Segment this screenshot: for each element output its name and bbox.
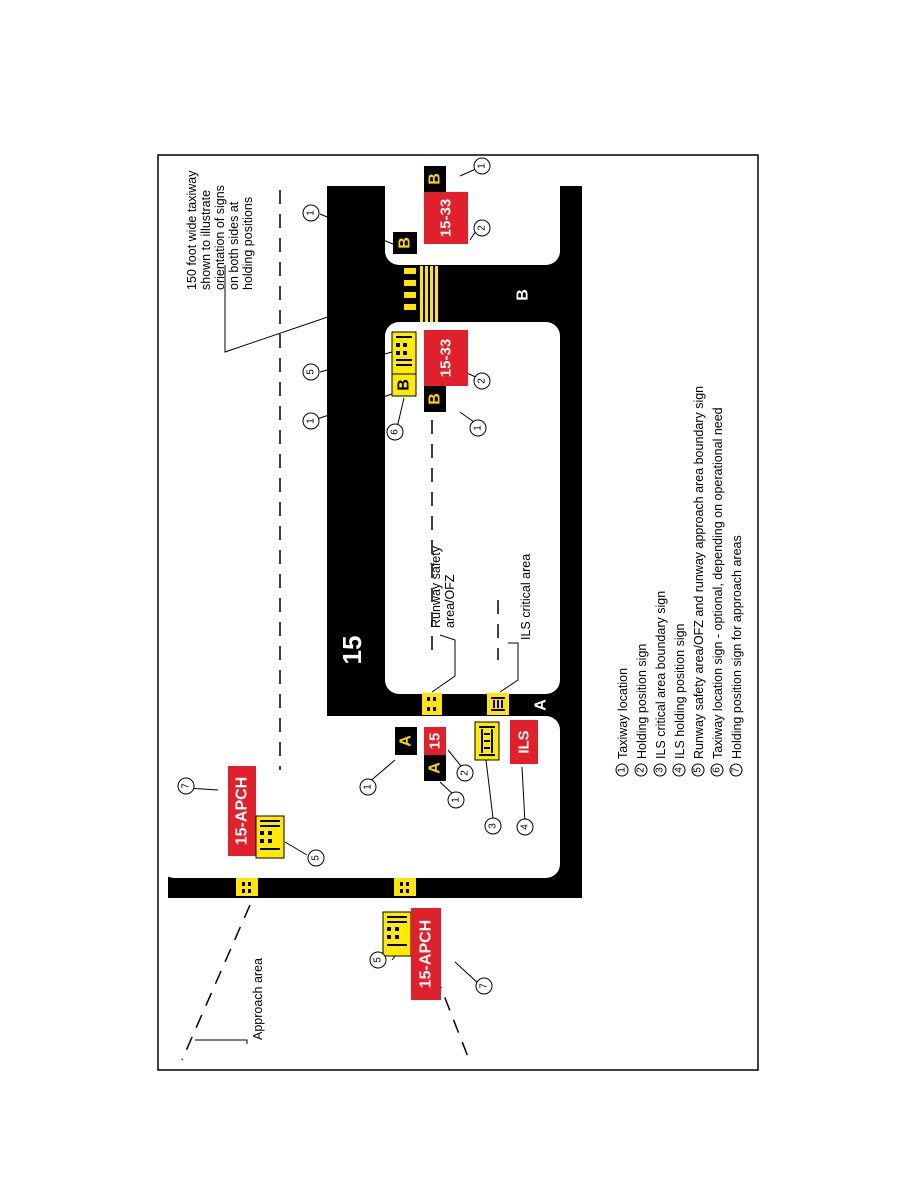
callout-1-a-number: 1 [362,784,374,790]
sign-ils-boundary-bar [479,726,495,728]
callout-6-mid [387,424,403,440]
callout-1-mid [303,413,319,429]
legend-item-6-num: 6 [711,767,723,773]
hold-mark-a-ils-tick [497,700,499,708]
hold-dash-b-4 [404,304,416,310]
sign-apch-boundary-left-dot [395,935,399,939]
approach-area-label: Approach area [251,957,265,1040]
callout-1-top-right-number: 1 [476,163,488,169]
approach-mark-dot [248,882,251,886]
hold-bar-b-2 [425,266,428,322]
approach-line-1 [182,905,250,1060]
sign-rsa-boundary-mid-dot [396,343,400,347]
hold-mark-a-rsa-dot [433,707,436,711]
hold-mark-a-rsa-dot [427,697,430,701]
legend-item-6 [711,407,725,776]
callout-5-bottom-number: 5 [310,855,322,861]
legend-item-7-text: Holding position sign for approach areas [730,535,744,759]
callout-1-a-b-number: 1 [450,797,462,803]
legend-item-3-num: 3 [654,767,666,773]
approach-mark-dot [400,889,403,893]
legend-item-5 [692,386,706,776]
taxiway-note-line-1: 150 foot wide taxiway [185,170,199,290]
approach-mark-dot [406,889,409,893]
callout-3 [485,818,501,834]
callout-5-mid-number: 5 [305,369,317,375]
ils-area-label: ILS critical area [519,553,533,640]
sign-apch-boundary-left-bar [387,916,407,918]
hold-bar-b-3 [430,266,433,322]
island-bottom-fill [160,700,327,730]
sign-apch-top-text: 15-APCH [233,776,251,846]
legend-item-2 [635,644,649,776]
callout-6-mid-number: 6 [389,429,401,435]
legend-item-2-num: 2 [635,767,647,773]
legend-item-4-num: 4 [673,767,685,773]
sign-ils-boundary-rung [484,747,490,749]
approach-mark-2 [394,878,416,896]
legend-item-4-text: ILS holding position sign [673,623,687,759]
taxiway-note-line-3: orientation of signs [213,185,227,290]
leader-approach [195,1040,247,1044]
hold-mark-a-ils-bar [491,697,505,699]
callout-7-top [178,778,194,794]
hold-mark-a-ils-tick [501,700,503,708]
sign-apch-boundary-top-dot [268,831,272,835]
sign-1533-top-text: 15-33 [437,198,455,238]
callout-1-top [303,205,319,221]
callout-2-mid [474,373,490,389]
sign-apch-boundary-top-bar [260,848,280,850]
callout-7-top-number: 7 [180,783,192,789]
sign-ils-boundary-rail [481,729,483,753]
legend-item-5-num: 5 [692,767,704,773]
taxiway-note-line-4: on both sides at [227,201,241,290]
sign-rsa-boundary-mid-dot [403,343,407,347]
callout-1-mid-b [470,420,486,436]
legend-item-1-num: 1 [616,767,628,773]
hold-mark-a-rsa [422,693,442,715]
callout-4-number: 4 [519,824,531,830]
hold-mark-a-ils-bar [491,709,505,711]
callout-5-left-number: 5 [372,957,384,963]
sign-apch-boundary-left-dot [387,927,391,931]
sign-b-taxiway-top-text: B [426,173,444,185]
callout-5-left [370,952,386,968]
sign-a-taxiway-side-text: A [397,735,415,747]
legend-item-3-text: ILS critical area boundary sign [654,590,668,759]
callout-2-a [457,765,473,781]
sign-apch-boundary-left-bar [387,921,407,923]
sign-ils-boundary-rung [484,740,490,742]
sign-ils-boundary-bar [479,754,495,756]
callout-7-left [476,978,492,994]
sign-apch-boundary-top-bar [260,820,280,822]
sign-15-red-text: 15 [426,732,444,750]
legend-item-7-num: 7 [730,767,742,773]
island-bottom [160,716,560,878]
taxiway-note-line-5: holding positions [241,196,255,290]
callout-2-a-number: 2 [459,770,471,776]
callout-1-mid-b-number: 1 [472,425,484,431]
hold-dash-b-2 [404,280,416,286]
hold-mark-a-ils-tick [493,700,495,708]
approach-line-2 [436,975,470,1062]
legend-item-5-text: Runway safety area/OFZ and runway approach area boundary sign [692,385,706,759]
legend-item-6-text: Taxiway location sign - optional, depending on operational need [711,407,725,759]
runway-number-label: 15 [337,635,367,665]
sign-a-taxiway-text: A [426,762,444,774]
rsa-label-line-2: area/OFZ [443,574,457,628]
callout-4 [517,819,533,835]
callout-2-mid-number: 2 [476,378,488,384]
hold-dash-b-3 [404,292,416,298]
sign-apch-boundary-top-dot [260,831,264,835]
sign-apch-boundary-left-bar [387,944,407,946]
sign-rsa-boundary-mid-dot [396,351,400,355]
legend-item-7 [730,535,744,776]
callout-2-top-number: 2 [476,225,488,231]
sign-apch-boundary-left-dot [395,927,399,931]
sign-rsa-boundary-mid-dot [403,351,407,355]
sign-apch-boundary-left [383,912,411,956]
legend-item-2-text: Holding position sign [635,643,649,759]
sign-rsa-boundary-mid-bar [396,359,412,361]
sign-b-taxiway-mid-text: B [426,393,444,405]
callout-5-mid [303,364,319,380]
leader-7-left [455,962,480,985]
legend-item-1 [616,668,630,776]
rsa-label-line-1: Runway safety [429,546,443,628]
callout-7-left-number: 7 [478,983,490,989]
legend [616,386,744,776]
callout-5-bottom [308,850,324,866]
sign-apch-boundary-top-dot [268,839,272,843]
hold-bar-b-1 [420,266,423,322]
hold-mark-a-rsa-dot [433,697,436,701]
sign-apch-boundary-top [256,816,284,858]
callout-1-mid-number: 1 [305,418,317,424]
legend-item-3 [654,591,668,776]
callout-2-top [474,220,490,236]
hold-dash-b-1 [404,268,416,274]
sign-b-taxiway-side-text: B [396,237,414,249]
sign-apch-boundary-left-dot [387,935,391,939]
taxiway-b-label: B [514,289,532,301]
sign-ils-holding-text: ILS [515,730,533,754]
approach-mark-dot [248,889,251,893]
sign-rsa-boundary-mid-bar [396,364,412,366]
sign-ils-boundary-rung [484,733,490,735]
taxiway-note-line-2: shown to illustrate [199,189,213,290]
sign-1533-mid-text: 15-33 [437,338,455,378]
callout-1-top-number: 1 [305,210,317,216]
hold-mark-a-rsa-dot [427,707,430,711]
approach-mark-dot [242,889,245,893]
hold-bar-b-4 [435,266,438,322]
approach-mark-dot [242,882,245,886]
sign-rsa-boundary-mid-bar [396,336,412,338]
approach-mark-1 [236,878,258,896]
sign-ils-boundary-rail [491,729,493,753]
callout-1-a [360,779,376,795]
approach-mark-dot [406,882,409,886]
callout-1-top-right [474,158,490,174]
legend-item-1-text: Taxiway location [616,667,630,759]
approach-mark-dot [400,882,403,886]
taxiway-a-label: A [532,699,550,711]
callout-3-number: 3 [487,823,499,829]
sign-apch-left-text: 15-APCH [417,919,435,989]
sign-b-yellow-mid-text: B [395,379,413,391]
sign-apch-boundary-top-dot [260,839,264,843]
sign-apch-boundary-top-bar [260,825,280,827]
taxiway-note [185,170,255,290]
callout-1-a-b [448,792,464,808]
pavement-runway-strip [168,876,582,898]
legend-item-4 [673,623,687,776]
